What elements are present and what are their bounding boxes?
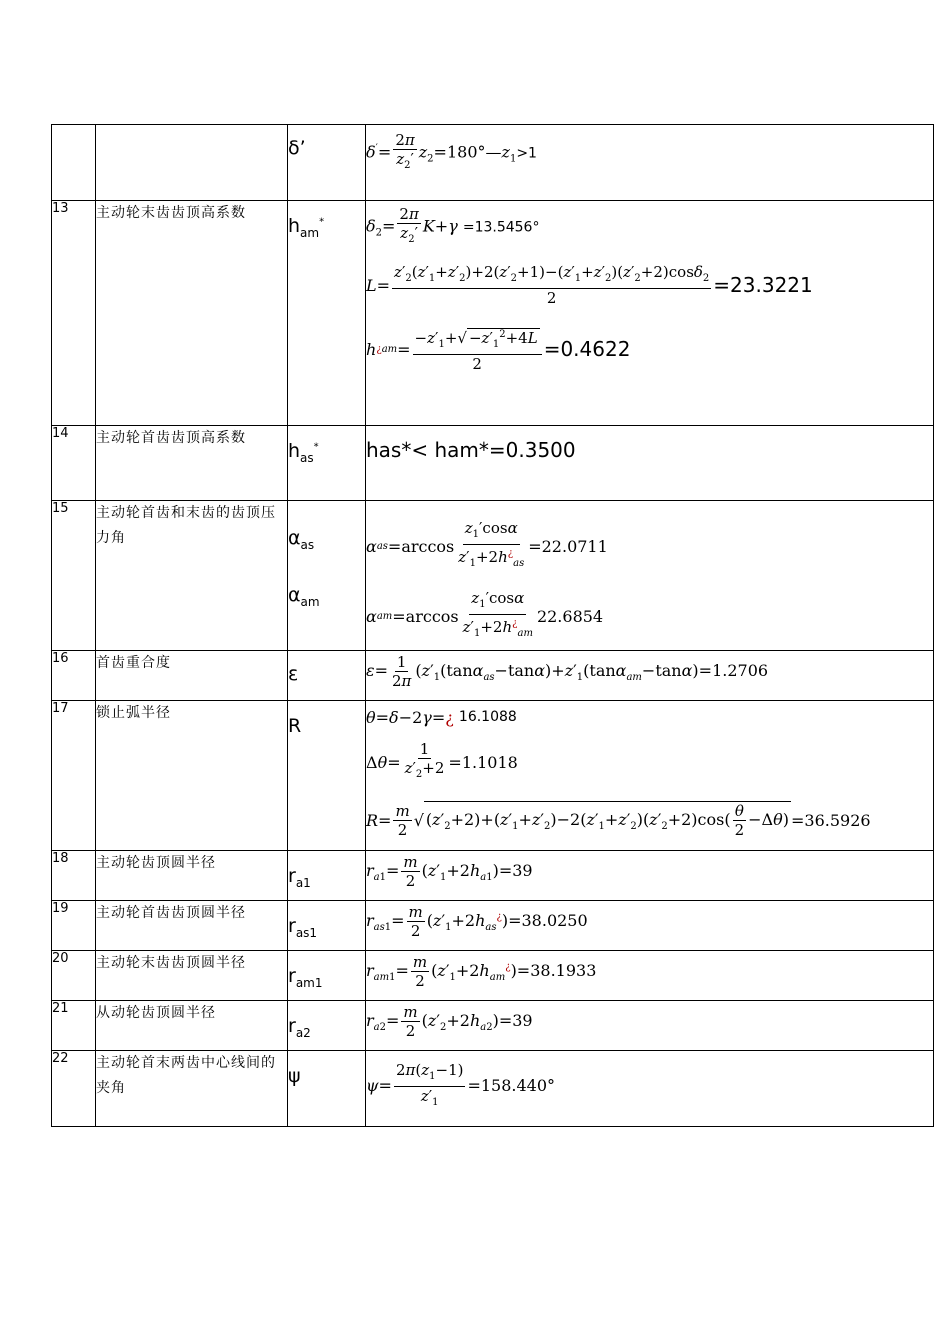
table-row: [52, 701, 934, 851]
row-symbol: δ’: [288, 125, 366, 201]
row-number: 21: [52, 1001, 96, 1051]
row-formula: $r_{a1}=$ $\frac{m}{2}$ $(z'_1+2h_{a1})=39$: [366, 851, 934, 901]
table-row: [52, 501, 934, 651]
row-name: 主动轮首齿齿顶圆半径: [96, 901, 288, 951]
row-formula: α as =arccos $\frac{z_1'\cos\alpha}{z'_1+2h^¿_{as}}$ =22.0711 α am =arccos $z_1'\cos\alpha$ $z'_1+2h^¿_{am}$ 22.6854: [366, 501, 934, 651]
row-number: 14: [52, 426, 96, 501]
row-symbol: $r_{a2}$: [288, 1001, 366, 1051]
row-name: 首齿重合度: [96, 651, 288, 701]
row-symbol: $h_{am}^*$: [288, 201, 366, 426]
row-symbol: $r_{as1}$: [288, 901, 366, 951]
table-row: [52, 426, 934, 501]
table-row: [52, 201, 934, 426]
row-symbol: R: [288, 701, 366, 851]
row-number: 15: [52, 501, 96, 651]
row-formula: $\delta_2=$ $\frac{2\pi}{z_2'}$ K+γ =13.5456° L = $\frac{z'_2(z'_1+z'_2)+2(z'_2+1)-(z'_1+z'_2)(z'_2+2)\cos\delta_2}{2}$ =23.3221 h ¿ am = $\frac{-z'_1+√ -z'_1^2+4L}{2}$ =0.4622: [366, 201, 934, 426]
row-number: 17: [52, 701, 96, 851]
row-formula: ε= $\frac{1}{2\pi}$ ($z'_1(\tan\alpha_{as}-\tan\alpha)+z'_1(\tan\alpha_{am}-\tan\alpha)=1.2706$: [366, 651, 934, 701]
row-number: 22: [52, 1051, 96, 1127]
table-row: [52, 901, 934, 951]
row-symbol: ε: [288, 651, 366, 701]
row-symbol: $r_{a1}$: [288, 851, 366, 901]
table-row: [52, 125, 934, 201]
table-row: [52, 951, 934, 1001]
row-name: 锁止弧半径: [96, 701, 288, 851]
row-name: 主动轮末齿齿顶圆半径: [96, 951, 288, 1001]
row-formula: has*< ham*=0.3500: [366, 426, 934, 501]
parameter-table: [51, 124, 934, 1127]
row-number: 13: [52, 201, 96, 426]
table-row: [52, 1051, 934, 1127]
row-name: 主动轮首末两齿中心线间的夹角: [96, 1051, 288, 1127]
row-name: 从动轮齿顶圆半径: [96, 1001, 288, 1051]
symbol-alpha-as: $\alpha_{as}$: [288, 527, 315, 552]
row-formula: $r_{a2}=$ $\frac{m}{2}$ $(z'_2+2h_{a2})=39$: [366, 1001, 934, 1051]
row-symbol: [288, 501, 366, 651]
row-name: [96, 125, 288, 201]
row-name: 主动轮首齿齿顶高系数: [96, 426, 288, 501]
table-row: [52, 1001, 934, 1051]
row-formula: δ′= $\frac{2\pi}{z_2'}$ $z_2=180^\circ—z_1>1$: [366, 125, 934, 201]
row-number: 19: [52, 901, 96, 951]
row-name: 主动轮齿顶圆半径: [96, 851, 288, 901]
row-symbol: $r_{am1}$: [288, 951, 366, 1001]
symbol-alpha-am: $\alpha_{am}$: [288, 583, 320, 609]
row-number: [52, 125, 96, 201]
row-number: 16: [52, 651, 96, 701]
row-formula: $r_{am1}=$ $\frac{m}{2}$ $(z'_1+2h_{am}^¿)=38.1933$: [366, 951, 934, 1001]
row-name: 主动轮首齿和末齿的齿顶压力角: [96, 501, 288, 651]
row-formula: $r_{as1}=$ $\frac{m}{2}$ $(z'_1+2h_{as}^¿)=38.0250$: [366, 901, 934, 951]
row-number: 20: [52, 951, 96, 1001]
table-row: [52, 651, 934, 701]
row-symbol: $h_{as}^*$: [288, 426, 366, 501]
row-number: 18: [52, 851, 96, 901]
row-formula: ψ= $\frac{2\pi(z_1-1)}{z'_1}$ =158.440°: [366, 1051, 934, 1127]
row-formula: θ = δ −2 γ = ¿ 16.1088 Δ θ = $\frac{1}{z'_2+2}$ =1.1018 R = m 2 √ $(z'_2+2)+(z'_1+z'_2)-2(z'_1+z'_2)(z'_2+2)\cos$( $\frac{\theta}{2}$ −Δθ) =36.5926: [366, 701, 934, 851]
table-row: [52, 851, 934, 901]
row-name: 主动轮末齿齿顶高系数: [96, 201, 288, 426]
row-symbol: ψ: [288, 1051, 366, 1127]
